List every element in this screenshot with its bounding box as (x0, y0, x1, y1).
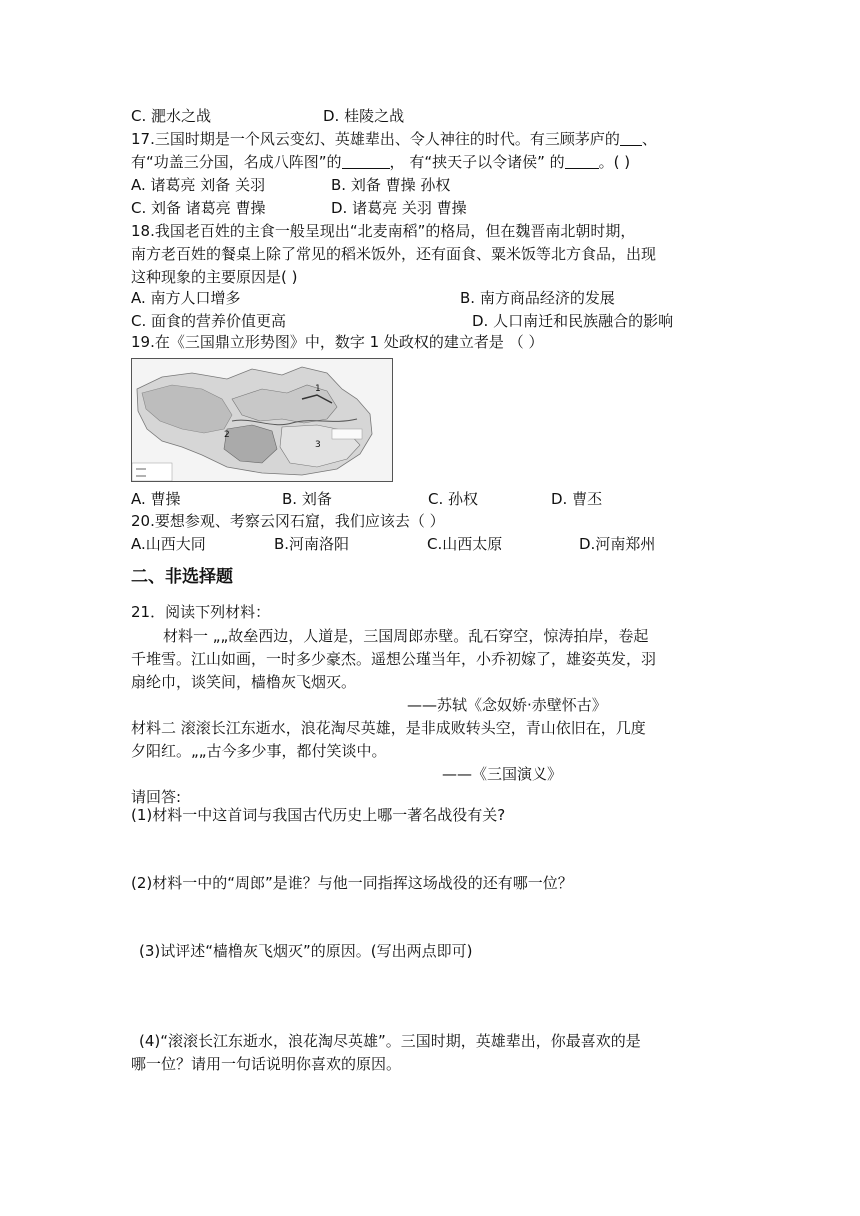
q17-text-a: 17.三国时期是一个风云变幻、英雄辈出、令人神往的时代。有三顾茅庐的 (131, 130, 620, 148)
q17-stem-line2 (131, 151, 630, 173)
q21-part2: (2)材料一中的“周郎”是谁？与他一同指挥这场战役的还有哪一位？ (131, 874, 573, 892)
q17-blank-2 (342, 152, 390, 169)
q19-stem: 19.在《三国鼎立形势图》中，数字 1 处政权的建立者是 （ ） (131, 333, 544, 351)
map-label-1: 1 (315, 384, 321, 394)
q17-option-a: A. 诸葛亮 刘备 关羽 (131, 176, 266, 194)
q16-option-d: D. 桂陵之战 (323, 107, 405, 125)
map-figure (132, 359, 392, 481)
q21-material1-line1: 材料一 „„故垒西边，人道是，三国周郎赤壁。乱石穿空，惊涛拍岸，卷起 (163, 627, 649, 645)
q19-option-d: D. 曹丕 (551, 490, 603, 508)
q18-stem-line3: 这种现象的主要原因是( ) (131, 268, 298, 286)
q19-option-b: B. 刘备 (282, 490, 332, 508)
map-label-2: 2 (224, 430, 230, 440)
q17-option-d: D. 诸葛亮 关羽 曹操 (331, 199, 467, 217)
q20-stem: 20.要想参观、考察云冈石窟，我们应该去（ ） (131, 512, 445, 530)
q18-option-a: A. 南方人口增多 (131, 289, 241, 307)
q21-material2-source: ——《三国演义》 (442, 765, 563, 783)
q17-text-b: 、 (641, 130, 657, 148)
q20-option-c: C.山西太原 (427, 535, 503, 553)
q18-stem-line1: 18.我国老百姓的主食一般呈现出“北麦南稻”的格局，但在魏晋南北朝时期， (131, 222, 636, 240)
q19-option-a: A. 曹操 (131, 490, 181, 508)
q17-stem-line1 (131, 128, 657, 150)
q21-part4-line2: 哪一位？请用一句话说明你喜欢的原因。 (131, 1055, 402, 1073)
q21-material1-line3: 扇纶巾，谈笑间，樯橹灰飞烟灭。 (131, 673, 357, 691)
q17-option-c: C. 刘备 诸葛亮 曹操 (131, 199, 266, 217)
q21-intro: 21．阅读下列材料： (131, 603, 271, 621)
q19-option-c: C. 孙权 (428, 490, 479, 508)
q21-material2-line2: 夕阳红。„„古今多少事，都付笑谈中。 (131, 742, 387, 760)
q21-material1-source: ——苏轼《念奴娇·赤壁怀古》 (407, 696, 607, 714)
q20-option-d: D.河南郑州 (579, 535, 656, 553)
q17-option-b: B. 刘备 曹操 孙权 (331, 176, 451, 194)
q17-text-e: 。( ) (598, 153, 631, 171)
q21-material1-line2: 千堆雪。江山如画，一时多少豪杰。遥想公瑾当年，小乔初嫁了，雄姿英发，羽 (131, 650, 657, 668)
q21-ask: 请回答: (131, 788, 182, 806)
q17-blank-1 (620, 129, 642, 146)
q18-option-d: D. 人口南迁和民族融合的影响 (472, 312, 674, 330)
q18-stem-line2: 南方老百姓的餐桌上除了常见的稻米饭外，还有面食、粟米饭等北方食品，出现 (131, 245, 657, 263)
map-label-3: 3 (315, 440, 321, 450)
q21-part4-line1: (4)“滚滚长江东逝水，浪花淘尽英雄”。三国时期，英雄辈出，你最喜欢的是 (139, 1032, 641, 1050)
three-kingdoms-map (131, 358, 393, 482)
q21-material2-line1: 材料二 滚滚长江东逝水，浪花淘尽英雄，是非成败转头空，青山依旧在，几度 (131, 719, 646, 737)
q20-option-a: A.山西大同 (131, 535, 206, 553)
q16-option-c: C. 淝水之战 (131, 107, 212, 125)
q17-text-c: 有“功盖三分国，名成八阵图”的 (131, 153, 342, 171)
q21-part3: (3)试评述“樯橹灰飞烟灭”的原因。(写出两点即可) (139, 942, 473, 960)
q17-blank-3 (565, 152, 599, 169)
section-heading-non-choice: 二、非选择题 (131, 567, 233, 587)
q18-option-b: B. 南方商品经济的发展 (460, 289, 615, 307)
q17-text-d: ， 有“挟天子以令诸侯” 的 (389, 153, 565, 171)
q20-option-b: B.河南洛阳 (274, 535, 350, 553)
q21-part1: (1)材料一中这首词与我国古代历史上哪一著名战役有关? (131, 806, 506, 824)
q18-option-c: C. 面食的营养价值更高 (131, 312, 287, 330)
